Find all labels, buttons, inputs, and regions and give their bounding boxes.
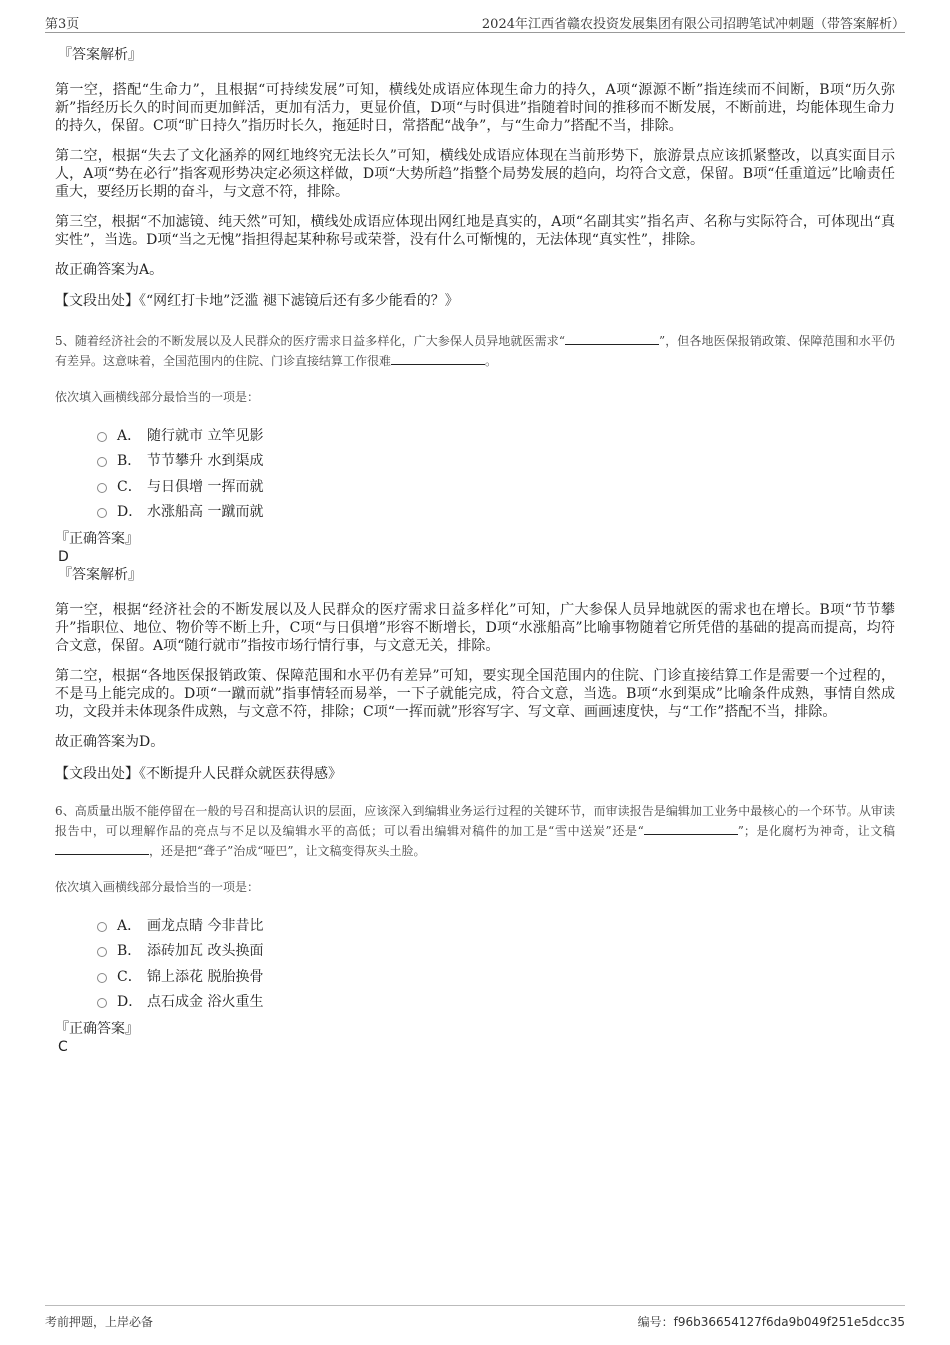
correct-answer-label: 『正确答案』 bbox=[55, 531, 139, 547]
radio-button[interactable] bbox=[97, 483, 107, 493]
option-b[interactable]: B． 节节攀升 水到渠成 bbox=[97, 448, 895, 474]
correct-answer: D bbox=[58, 549, 69, 565]
option-a[interactable]: A． 随行就市 立竿见影 bbox=[97, 422, 895, 448]
conclusion: 故正确答案为A。 bbox=[55, 262, 164, 278]
option-d[interactable]: D． 点石成金 浴火重生 bbox=[97, 989, 895, 1015]
source-citation: 【文段出处】《不断提升人民群众就医获得感》 bbox=[55, 766, 342, 782]
correct-answer-label: 『正确答案』 bbox=[55, 1021, 139, 1037]
source-citation: 【文段出处】《“网红打卡地”泛滥 褪下滤镜后还有多少能看的？》 bbox=[55, 293, 459, 309]
option-b[interactable]: B． 添砖加瓦 改头换面 bbox=[97, 938, 895, 964]
radio-button[interactable] bbox=[97, 947, 107, 957]
page-content bbox=[55, 46, 895, 1056]
option-list bbox=[97, 422, 895, 524]
radio-button[interactable] bbox=[97, 922, 107, 932]
radio-button[interactable] bbox=[97, 508, 107, 518]
correct-answer: C bbox=[58, 1039, 68, 1055]
question-stem: 5、随着经济社会的不断发展以及人民群众的医疗需求日益多样化，广大参保人员异地就医需求“ ”，但各地医保报销政策、保障范围和水平仍有差异。这意味着，全国范围内的住院、门诊直接结算工作很难 。 bbox=[55, 331, 895, 371]
analysis-paragraph: 第二空，根据“各地医保报销政策、保障范围和水平仍有差异”可知，要实现全国范围内的住院、门诊直接结算工作是需要一个过程的，不是马上能完成的。D项“一蹴而就”指事情轻而易举，一下子就能完成，符合文意，当选。B项“水到渠成”比喻条件成熟，事情自然成功，文段并未体现条件成熟，与文意不符，排除；C项“一挥而就”形容写字、写文章、画画速度快，与“工作”搭配不当，排除。 bbox=[55, 668, 895, 720]
radio-button[interactable] bbox=[97, 998, 107, 1008]
fill-blank bbox=[391, 351, 485, 365]
option-c[interactable]: C． 与日俱增 一挥而就 bbox=[97, 473, 895, 499]
radio-button[interactable] bbox=[97, 432, 107, 442]
analysis-paragraph: 第三空，根据“不加滤镜、纯天然”可知，横线处成语应体现出网红地是真实的，A项“名副其实”指名声、名称与实际符合，可体现出“真实性”，当选。D项“当之无愧”指担得起某种称号或荣誉，没有什么可惭愧的，无法体现“真实性”，排除。 bbox=[55, 214, 895, 248]
conclusion: 故正确答案为D。 bbox=[55, 734, 165, 750]
option-c[interactable]: C． 锦上添花 脱胎换骨 bbox=[97, 963, 895, 989]
document-code: 编号：f96b36654127f6da9b049f251e5dcc35 bbox=[637, 1315, 905, 1329]
radio-button[interactable] bbox=[97, 457, 107, 467]
question-stem: 6、高质量出版不能停留在一般的号召和提高认识的层面，应该深入到编辑业务运行过程的关键环节，而审读报告是编辑加工业务中最核心的一个环节。从审读报告中，可以理解作品的亮点与不足以及编辑水平的高低；可以看出编辑对稿件的加工是“雪中送炭”还是“ ”；是化腐朽为神奇，让文稿，还是把“聋子”治成“哑巴”，让文稿变得灰头土脸。 bbox=[55, 804, 895, 858]
document-title: 2024年江西省赣农投资发展集团有限公司招聘笔试冲刺题（带答案解析） bbox=[481, 17, 905, 32]
option-d[interactable]: D． 水涨船高 一蹴而就 bbox=[97, 499, 895, 525]
fill-blank bbox=[55, 841, 149, 855]
option-list bbox=[97, 912, 895, 1014]
fill-blank bbox=[644, 821, 738, 835]
analysis-label: 『答案解析』 bbox=[58, 567, 142, 583]
analysis-paragraph: 第一空，搭配“生命力”，且根据“可持续发展”可知，横线处成语应体现生命力的持久，A项“源源不断”指连续而不间断，B项“历久弥新”指经历长久的时间而更加鲜活，更加有活力，更显价值，D项“与时俱进”指随着时间的推移而不断发展，不断前进，均能体现生命力的持久，保留。C项“旷日持久”指历时长久，拖延时日，常搭配“战争”，与“生命力”搭配不当，排除。 bbox=[55, 82, 895, 134]
radio-button[interactable] bbox=[97, 973, 107, 983]
analysis-paragraph: 第一空，根据“经济社会的不断发展以及人民群众的医疗需求日益多样化”可知，广大参保人员异地就医的需求也在增长。B项“节节攀升”指职位、地位、物价等不断上升，C项“与日俱增”形容不断增长，D项“水涨船高”比喻事物随着它所凭借的基础的提高而提高，均符合文意，保留。A项“随行就市”指按市场行情行事，与文意无关，排除。 bbox=[55, 602, 895, 654]
analysis-label: 『答案解析』 bbox=[58, 47, 142, 63]
fill-blank bbox=[565, 331, 659, 345]
question-prompt: 依次填入画横线部分最恰当的一项是： bbox=[55, 880, 260, 894]
analysis-paragraph: 第二空，根据“失去了文化涵养的网红地终究无法长久”可知，横线处成语应体现在当前形势下，旅游景点应该抓紧整改，以真实面目示人，A项“势在必行”指客观形势决定必须这样做，D项“大势所趋”指整个局势发展的趋向，均符合文意，保留。B项“任重道远”比喻责任重大，要经历长期的奋斗，与文意不符，排除。 bbox=[55, 148, 895, 200]
page-header bbox=[45, 10, 905, 33]
footer-slogan: 考前押题，上岸必备 bbox=[45, 1315, 154, 1329]
option-a[interactable]: A． 画龙点睛 今非昔比 bbox=[97, 912, 895, 938]
page-number: 第3页 bbox=[45, 17, 80, 32]
page-footer bbox=[45, 1305, 905, 1330]
question-prompt: 依次填入画横线部分最恰当的一项是： bbox=[55, 390, 260, 404]
